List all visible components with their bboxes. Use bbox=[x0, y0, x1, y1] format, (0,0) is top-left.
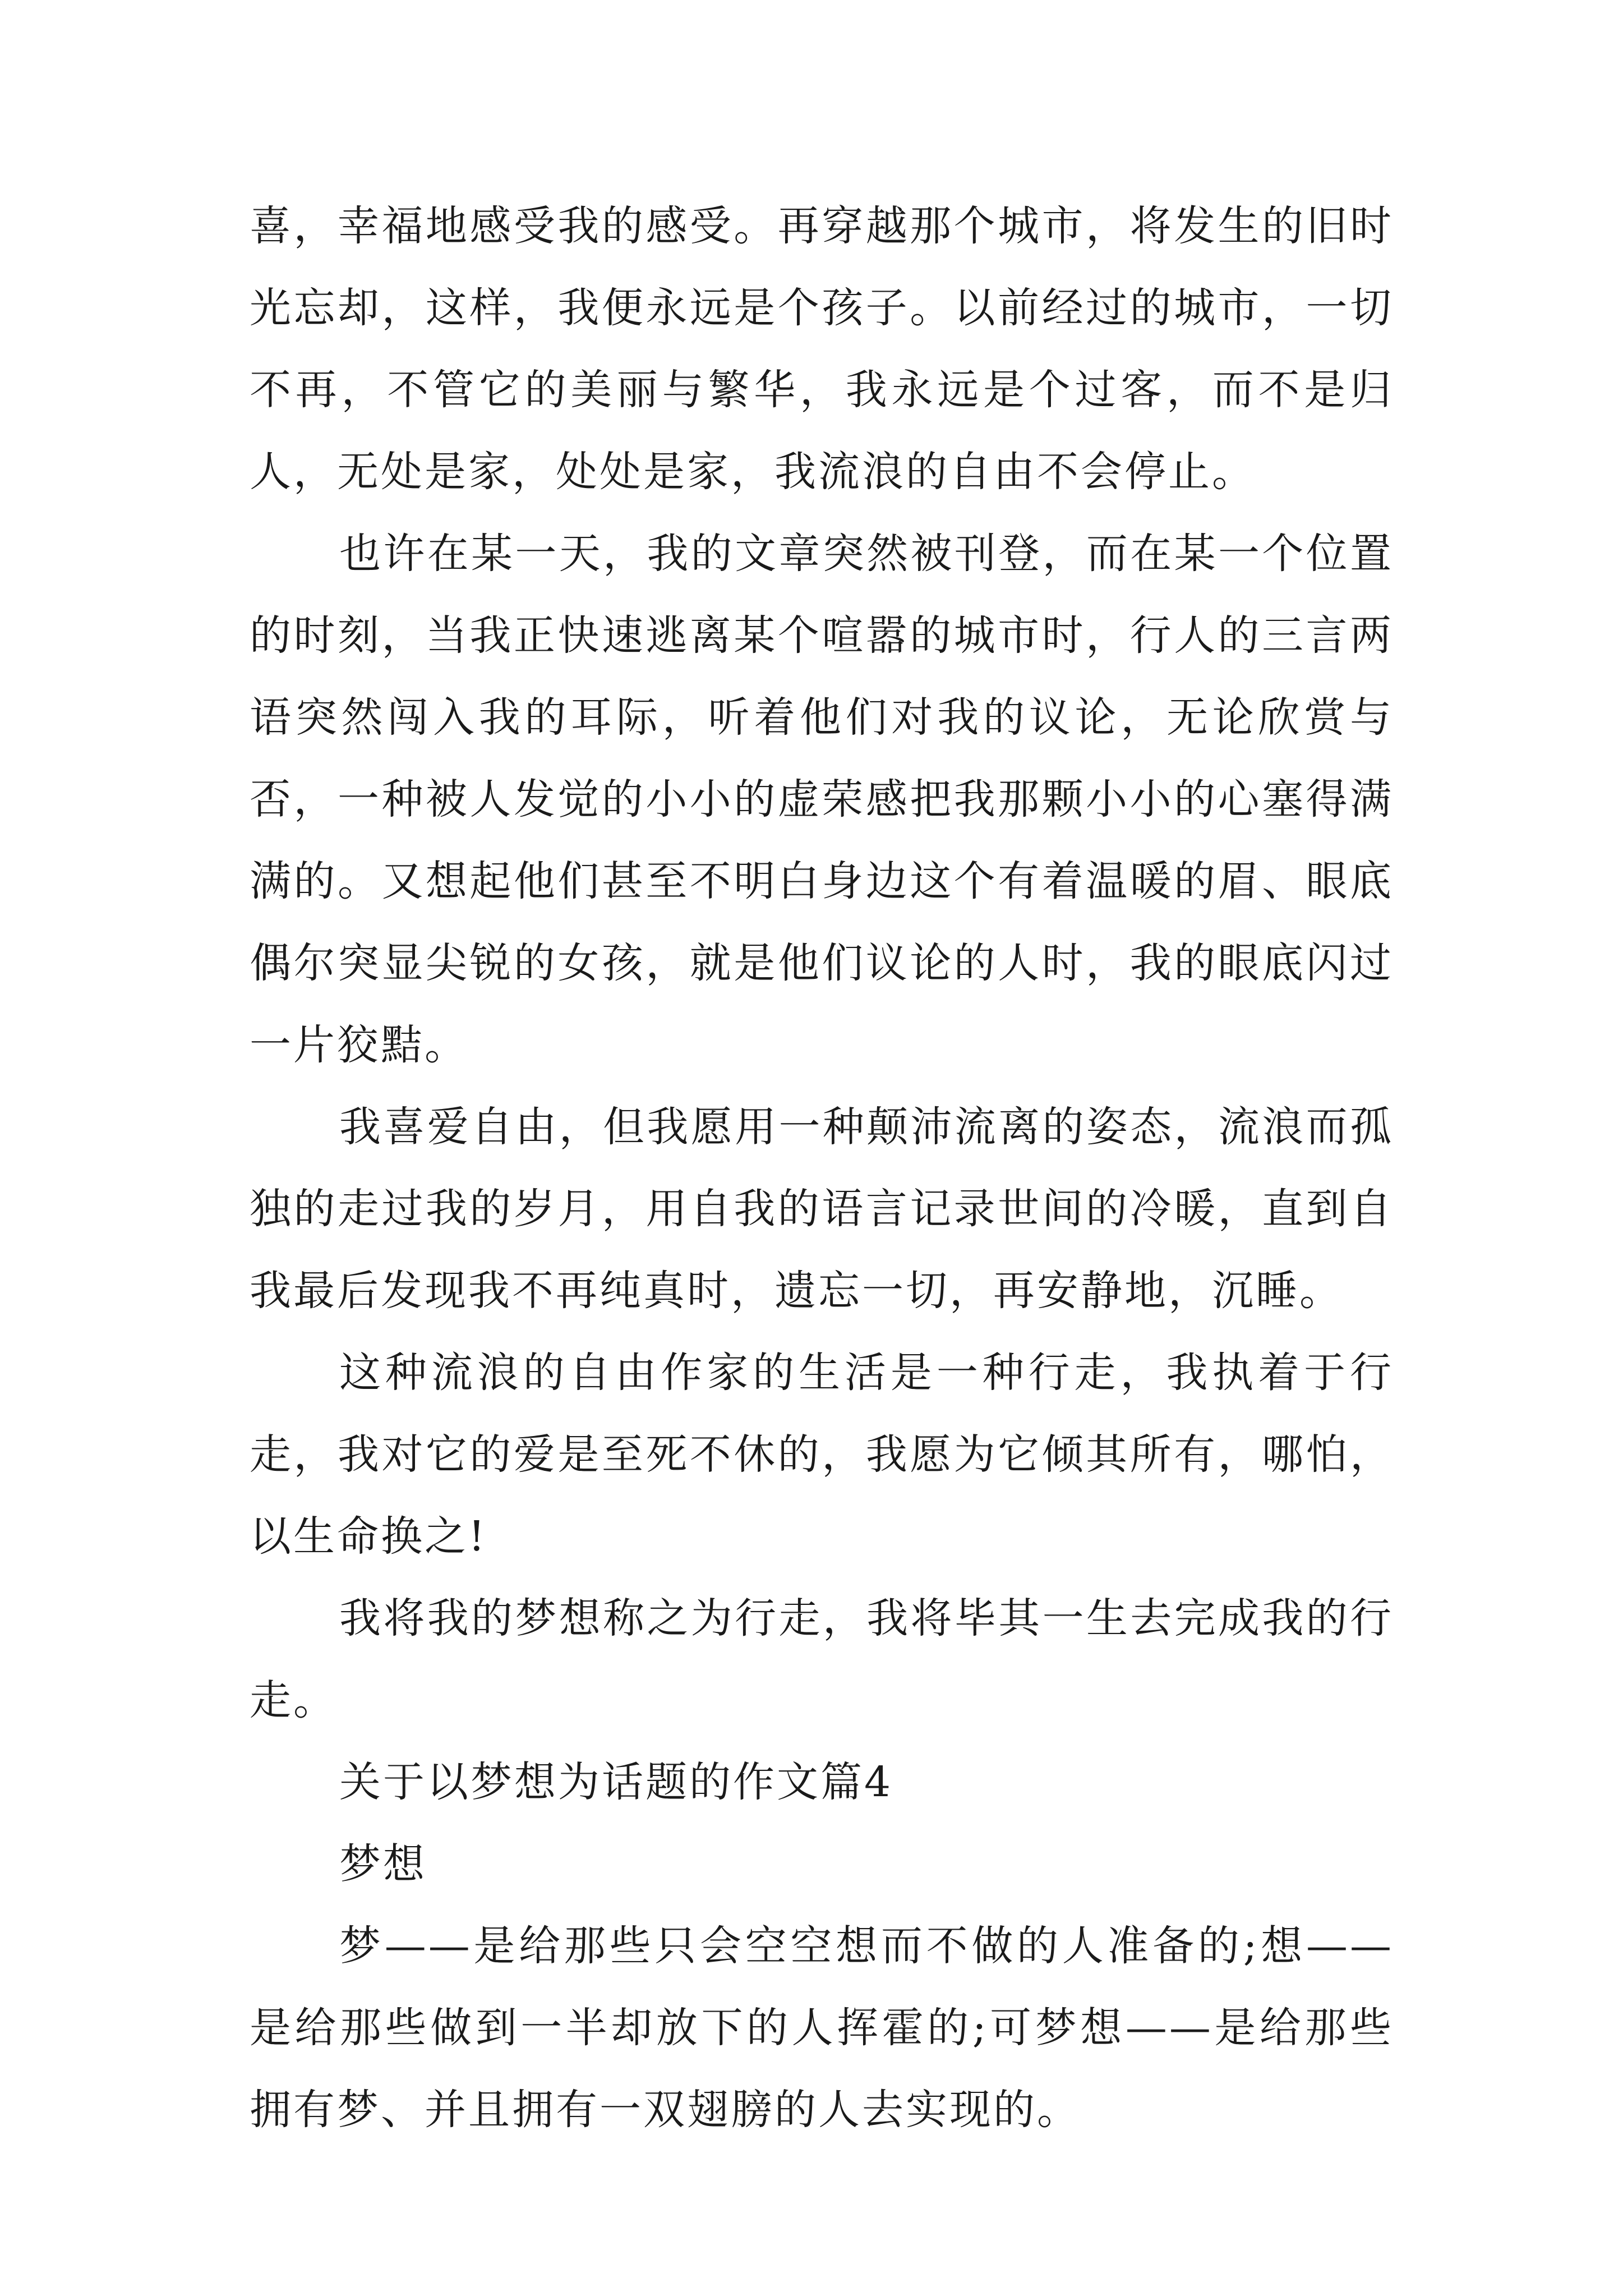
paragraph: 我喜爱自由，但我愿用一种颠沛流离的姿态，流浪而孤独的走过我的岁月，用自我的语言记录世间的冷暖，直到自我最后发现我不再纯真时，遗忘一切，再安静地，沉睡。 bbox=[250, 1103, 1394, 1315]
essay-title: 梦想 bbox=[339, 1840, 427, 1888]
paragraph-continuation: 喜，幸福地感受我的感受。再穿越那个城市，将发生的旧时光忘却，这样，我便永远是个孩子。以前经过的城市，一切不再，不管它的美丽与繁华，我永远是个过客，而不是归人，无处是家，处处是家，我流浪的自由不会停止。 bbox=[250, 202, 1394, 496]
paragraph: 梦——是给那些只会空空想而不做的人准备的;想——是给那些做到一半却放下的人挥霍的;可梦想——是给那些拥有梦、并且拥有一双翅膀的人去实现的。 bbox=[250, 1922, 1394, 2134]
paragraph: 也许在某一天，我的文章突然被刊登，而在某一个位置的时刻，当我正快速逃离某个喧嚣的城市时，行人的三言两语突然闯入我的耳际，听着他们对我的议论，无论欣赏与否，一种被人发觉的小小的虚荣感把我那颗小小的心塞得满满的。又想起他们甚至不明白身边这个有着温暖的眉、眼底偶尔突显尖锐的女孩，就是他们议论的人时，我的眼底闪过一片狡黠。 bbox=[250, 530, 1394, 1069]
paragraph: 我将我的梦想称之为行走，我将毕其一生去完成我的行走。 bbox=[250, 1594, 1394, 1724]
paragraph: 这种流浪的自由作家的生活是一种行走，我执着于行走，我对它的爱是至死不休的，我愿为它倾其所有，哪怕，以生命换之! bbox=[250, 1349, 1394, 1561]
document-body bbox=[250, 185, 1394, 2151]
section-heading: 关于以梦想为话题的作文篇4 bbox=[339, 1758, 893, 1806]
